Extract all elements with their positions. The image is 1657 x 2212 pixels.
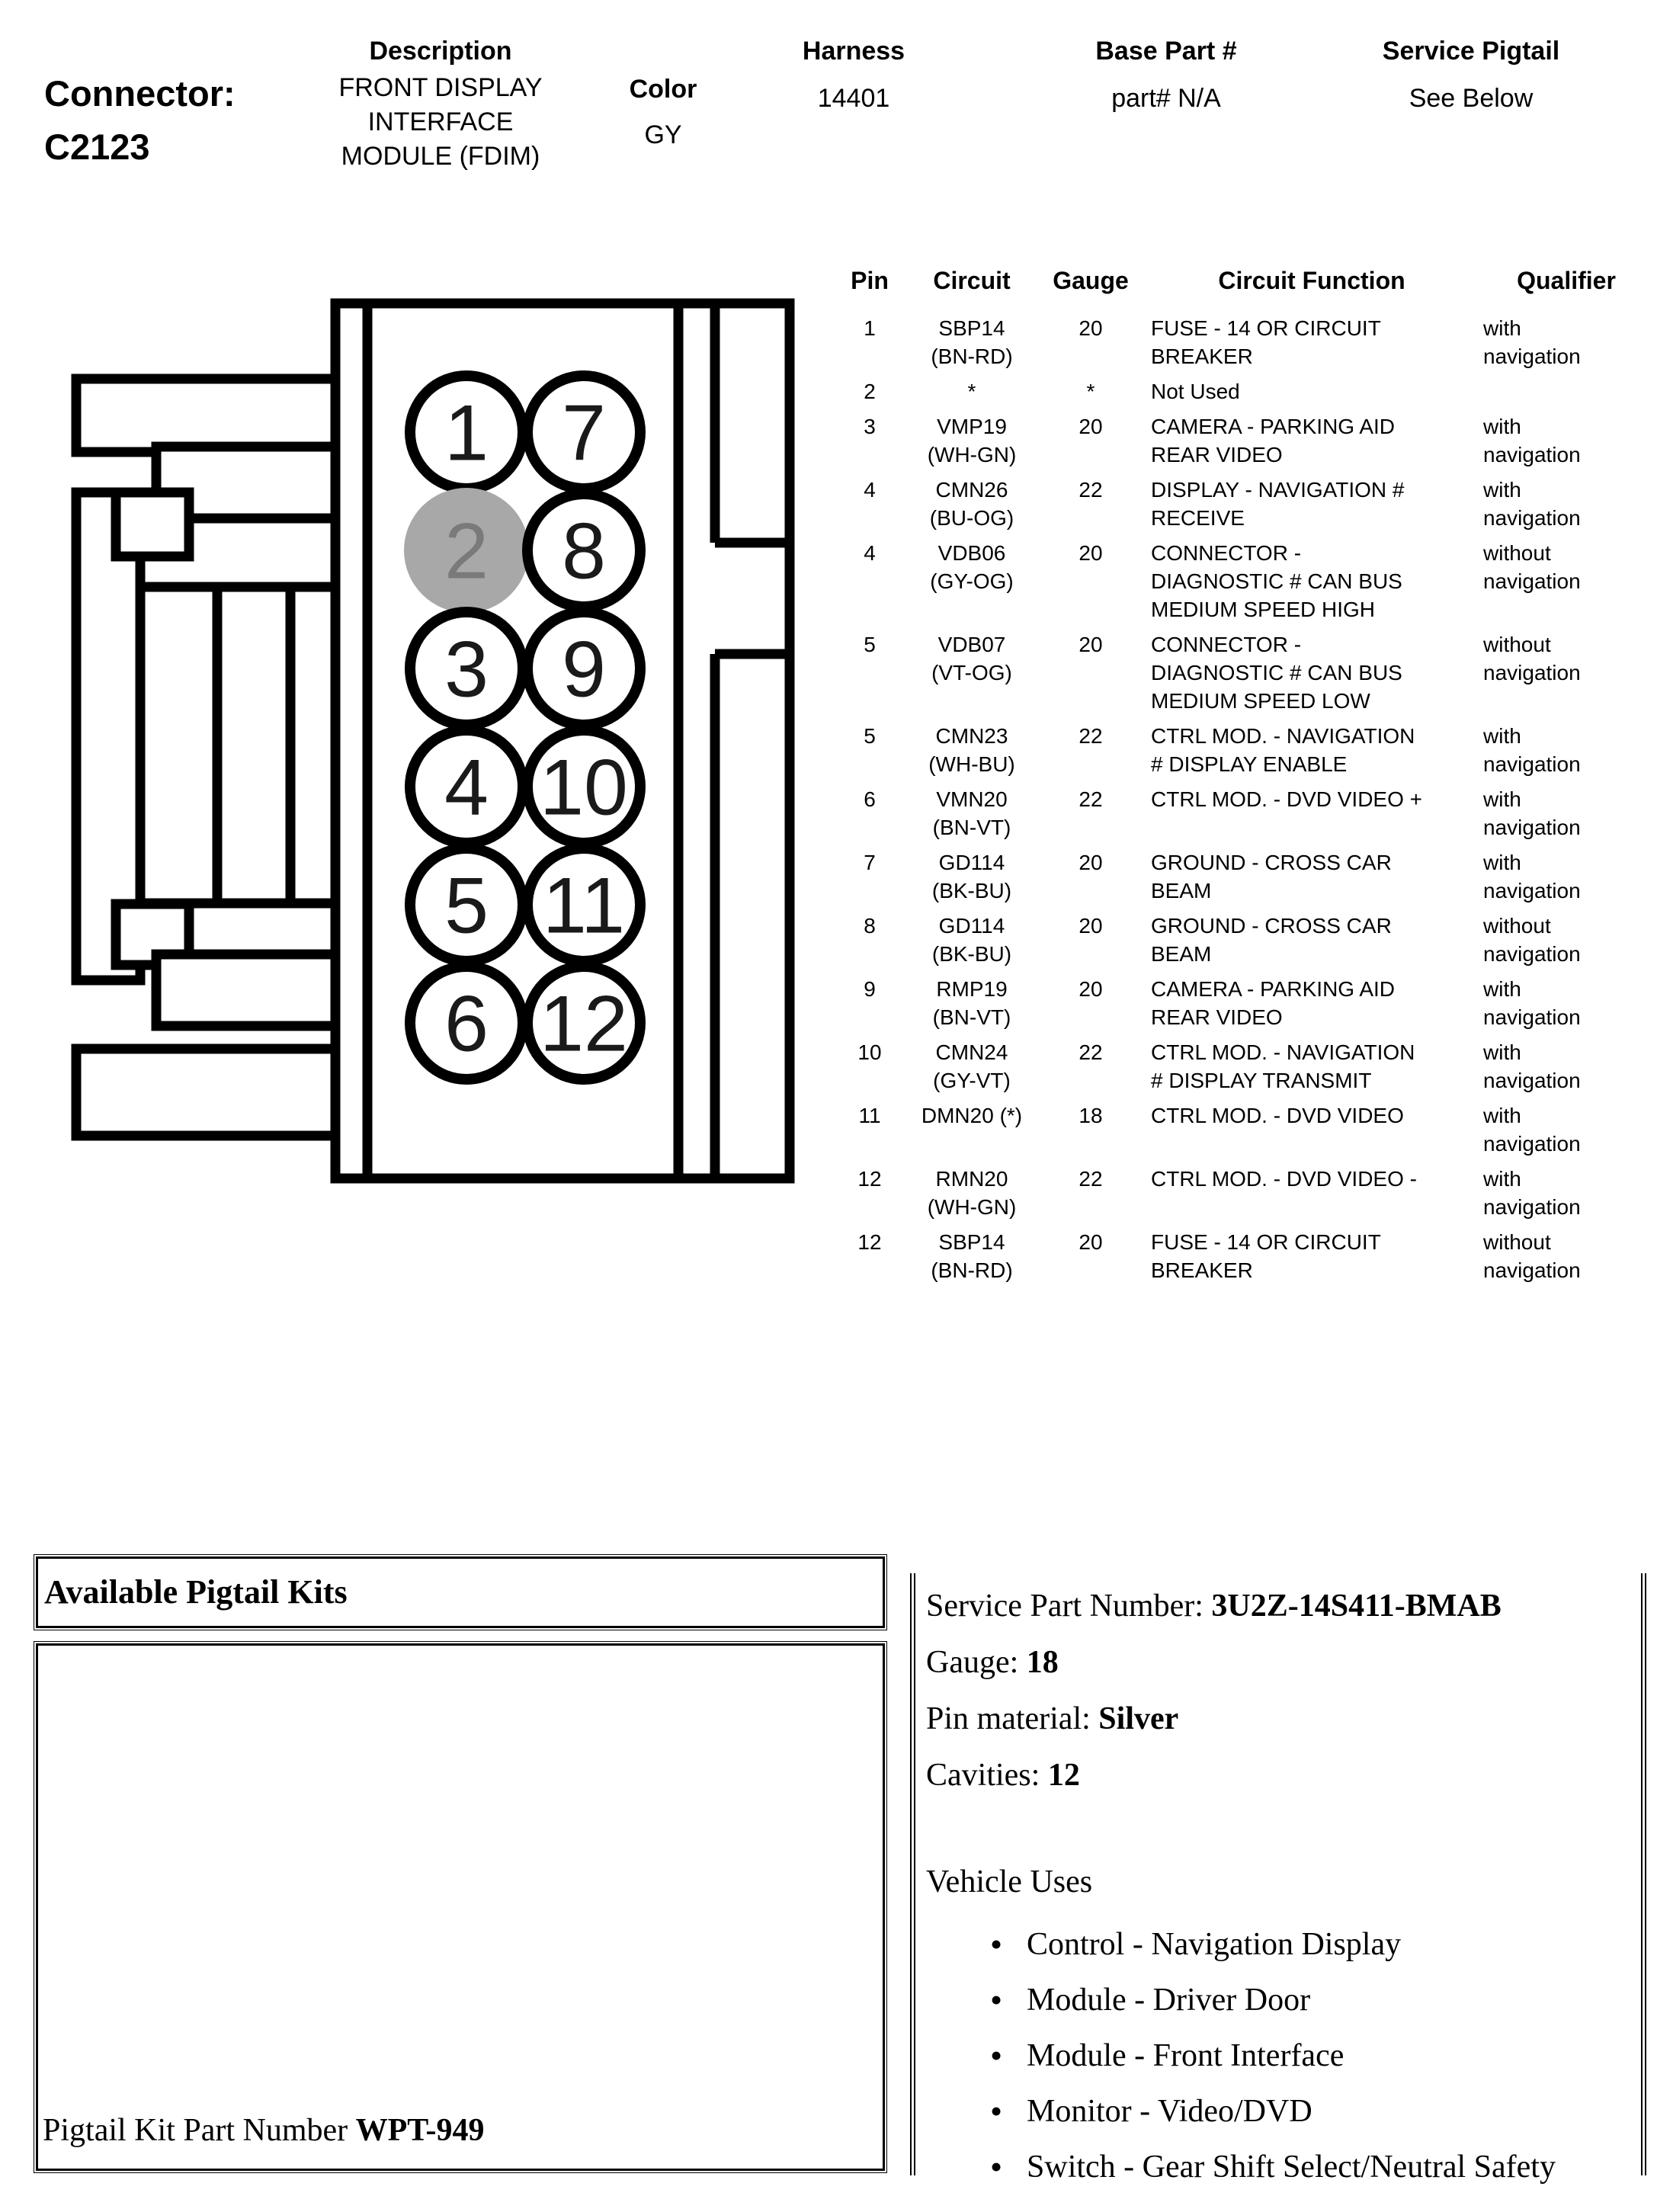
cell-qualifier-line: navigation xyxy=(1483,1258,1581,1282)
cell-qualifier-line: navigation xyxy=(1483,879,1581,902)
cell-qualifier xyxy=(1476,412,1657,469)
cell-qualifier xyxy=(1476,1228,1657,1284)
cell-pin xyxy=(829,476,910,532)
cell-circuit-line: (BK-BU) xyxy=(931,942,1012,966)
cell-gauge-line: 22 xyxy=(1078,1040,1103,1064)
cell-circuit-function-line: CONNECTOR - xyxy=(1151,541,1302,565)
pigtail-kit-part-label: Pigtail Kit Part Number xyxy=(43,2113,356,2148)
cell-circuit-line: (WH-GN) xyxy=(927,1195,1017,1219)
cell-circuit-function xyxy=(1148,476,1476,532)
cell-circuit-line: CMN26 xyxy=(935,478,1008,502)
available-pigtail-kits-title: Available Pigtail Kits xyxy=(44,1573,348,1611)
table-row xyxy=(829,912,1657,968)
cell-gauge-line: * xyxy=(1086,380,1095,403)
cell-pin xyxy=(829,975,910,1031)
cell-gauge xyxy=(1034,412,1148,469)
cell-circuit-function-line: Not Used xyxy=(1151,380,1240,403)
cell-gauge xyxy=(1034,630,1148,715)
cell-qualifier-line: navigation xyxy=(1483,816,1581,839)
cell-circuit-line: RMN20 xyxy=(935,1167,1008,1191)
cell-gauge-line: 20 xyxy=(1078,1230,1103,1254)
cell-qualifier-line: navigation xyxy=(1483,443,1581,466)
harness-label: Harness xyxy=(802,37,905,66)
cell-gauge-line: 18 xyxy=(1078,1104,1103,1127)
cell-qualifier-line: with xyxy=(1483,851,1521,874)
gauge-value: 18 xyxy=(1026,1645,1059,1680)
cell-circuit-function xyxy=(1148,412,1476,469)
cell-gauge xyxy=(1034,539,1148,624)
cell-gauge xyxy=(1034,476,1148,532)
vehicle-use-item: • Control - Navigation Display xyxy=(1027,1927,1641,1962)
cell-circuit-line: VMP19 xyxy=(937,415,1007,438)
cell-gauge-line: 20 xyxy=(1078,977,1103,1001)
cell-circuit-function-line: FUSE - 14 OR CIRCUIT xyxy=(1151,316,1381,340)
housing-tab-bottom2 xyxy=(156,954,340,1026)
cell-circuit-function xyxy=(1148,377,1476,406)
cell-circuit xyxy=(910,1165,1034,1221)
cell-gauge xyxy=(1034,912,1148,968)
cell-qualifier-line: navigation xyxy=(1483,506,1581,530)
cell-circuit xyxy=(910,1228,1034,1284)
cell-circuit-line: (BN-RD) xyxy=(931,1258,1013,1282)
cell-circuit-function-line: CAMERA - PARKING AID xyxy=(1151,977,1395,1001)
cell-qualifier xyxy=(1476,1165,1657,1221)
vehicle-use-item: • Switch - Gear Shift Select/Neutral Safety xyxy=(1027,2149,1641,2185)
cell-circuit-function-line: GROUND - CROSS CAR xyxy=(1151,851,1392,874)
cell-pin xyxy=(829,630,910,715)
description-line: INTERFACE xyxy=(367,107,514,136)
cell-qualifier-line: without xyxy=(1483,541,1551,565)
cell-circuit-line: (BU-OG) xyxy=(929,506,1014,530)
cell-circuit-function-line: CONNECTOR - xyxy=(1151,633,1302,656)
cell-qualifier xyxy=(1476,848,1657,905)
cell-circuit xyxy=(910,630,1034,715)
cell-circuit-function xyxy=(1148,722,1476,778)
cell-qualifier-line: navigation xyxy=(1483,345,1581,368)
cell-circuit-line: (VT-OG) xyxy=(931,661,1012,684)
cell-circuit-function-line: MEDIUM SPEED LOW xyxy=(1151,689,1370,713)
cell-circuit-function-line: RECEIVE xyxy=(1151,506,1245,530)
cell-gauge xyxy=(1034,785,1148,842)
cell-qualifier-line: with xyxy=(1483,787,1521,811)
cell-circuit-function-line: FUSE - 14 OR CIRCUIT xyxy=(1151,1230,1381,1254)
cell-circuit-line: (GY-VT) xyxy=(933,1069,1011,1092)
cell-gauge xyxy=(1034,975,1148,1031)
cell-qualifier xyxy=(1476,476,1657,532)
cell-circuit xyxy=(910,722,1034,778)
description-label: Description xyxy=(369,37,512,66)
description-line: FRONT DISPLAY xyxy=(338,73,543,102)
cell-circuit xyxy=(910,476,1034,532)
cell-circuit-function xyxy=(1148,1038,1476,1095)
vehicle-uses-list xyxy=(926,1927,1641,2185)
cell-gauge-line: 20 xyxy=(1078,415,1103,438)
housing-mid-box xyxy=(140,587,340,903)
harness-value: 14401 xyxy=(817,84,890,113)
cell-gauge-line: 20 xyxy=(1078,633,1103,656)
cell-pin xyxy=(829,412,910,469)
cell-pin xyxy=(829,912,910,968)
cell-pin-line: 12 xyxy=(857,1167,882,1191)
cell-qualifier xyxy=(1476,539,1657,624)
service-part-number-label: Service Part Number: xyxy=(926,1588,1212,1624)
cell-circuit xyxy=(910,848,1034,905)
cell-circuit xyxy=(910,975,1034,1031)
pigtail-kit-part-number xyxy=(43,2112,484,2149)
cavities-line xyxy=(926,1747,1641,1803)
service-pigtail-label: Service Pigtail xyxy=(1382,37,1560,66)
vehicle-use-item: • Monitor - Video/DVD xyxy=(1027,2094,1641,2129)
column-header-circuit: Circuit xyxy=(933,267,1011,294)
description-value xyxy=(303,71,578,174)
cell-gauge-line: 22 xyxy=(1078,724,1103,748)
table-row xyxy=(829,848,1657,905)
table-row xyxy=(829,1228,1657,1284)
table-row xyxy=(829,539,1657,624)
connector-diagram xyxy=(30,290,800,1197)
cell-circuit-function-line: REAR VIDEO xyxy=(1151,1005,1283,1029)
pin-number: 12 xyxy=(540,979,628,1069)
table-row xyxy=(829,1038,1657,1095)
cell-gauge-line: 20 xyxy=(1078,541,1103,565)
cell-gauge xyxy=(1034,1228,1148,1284)
cell-qualifier-line: navigation xyxy=(1483,1069,1581,1092)
cell-circuit-function-line: BEAM xyxy=(1151,879,1212,902)
table-row xyxy=(829,1101,1657,1158)
cell-gauge xyxy=(1034,1165,1148,1221)
connector-id: C2123 xyxy=(44,127,150,167)
cell-circuit-function-line: # DISPLAY ENABLE xyxy=(1151,752,1348,776)
cell-circuit-line: VDB07 xyxy=(937,633,1006,656)
cell-pin-line: 5 xyxy=(864,633,876,656)
cell-circuit-line: (BN-RD) xyxy=(931,345,1013,368)
pin-material-label: Pin material: xyxy=(926,1701,1099,1736)
cell-gauge-line: 22 xyxy=(1078,787,1103,811)
cell-gauge xyxy=(1034,377,1148,406)
cell-gauge-line: 22 xyxy=(1078,478,1103,502)
cell-pin-line: 10 xyxy=(857,1040,882,1064)
service-part-number-line xyxy=(926,1578,1641,1634)
column-header-pin: Pin xyxy=(851,267,889,294)
cell-circuit-line: SBP14 xyxy=(938,316,1005,340)
cell-circuit xyxy=(910,412,1034,469)
cavities-label: Cavities: xyxy=(926,1758,1048,1793)
cell-circuit-function-line: CTRL MOD. - NAVIGATION xyxy=(1151,1040,1415,1064)
cell-gauge-line: 20 xyxy=(1078,851,1103,874)
cell-pin-line: 4 xyxy=(864,541,876,565)
table-row xyxy=(829,975,1657,1031)
cell-qualifier-line: with xyxy=(1483,977,1521,1001)
column-header-gauge: Gauge xyxy=(1053,267,1129,294)
service-part-panel xyxy=(910,1573,1646,2185)
cell-circuit xyxy=(910,1038,1034,1095)
cell-gauge xyxy=(1034,314,1148,370)
cell-qualifier-line: without xyxy=(1483,1230,1551,1254)
cell-qualifier xyxy=(1476,314,1657,370)
gauge-label: Gauge: xyxy=(926,1645,1027,1680)
column-header-function: Circuit Function xyxy=(1218,267,1405,294)
description-line: MODULE (FDIM) xyxy=(341,142,540,171)
table-row xyxy=(829,377,1657,406)
cell-circuit-function-line: # DISPLAY TRANSMIT xyxy=(1151,1069,1372,1092)
housing-notch-top xyxy=(116,492,189,556)
cell-qualifier-line: with xyxy=(1483,316,1521,340)
cell-circuit-function xyxy=(1148,785,1476,842)
cell-circuit-line: * xyxy=(967,380,976,403)
table-row xyxy=(829,630,1657,715)
cell-circuit-function xyxy=(1148,975,1476,1031)
cavities-value: 12 xyxy=(1047,1758,1080,1793)
cell-pin-line: 5 xyxy=(864,724,876,748)
cell-qualifier-line: without xyxy=(1483,633,1551,656)
pin-number: 10 xyxy=(540,743,628,832)
cell-circuit-function xyxy=(1148,912,1476,968)
cell-qualifier-line: navigation xyxy=(1483,1132,1581,1156)
cell-circuit-line: (WH-GN) xyxy=(927,443,1017,466)
cell-qualifier xyxy=(1476,630,1657,715)
service-pigtail-value: See Below xyxy=(1409,84,1534,113)
cell-pin-line: 12 xyxy=(857,1230,882,1254)
cell-circuit-function-line: BREAKER xyxy=(1151,345,1253,368)
cell-qualifier xyxy=(1476,1101,1657,1158)
cell-pin-line: 8 xyxy=(864,914,876,938)
pin-table-header xyxy=(829,265,1657,296)
cell-circuit xyxy=(910,1101,1034,1158)
cell-circuit-function xyxy=(1148,630,1476,715)
connector-title xyxy=(44,67,236,174)
cell-qualifier-line: with xyxy=(1483,1167,1521,1191)
cell-pin-line: 6 xyxy=(864,787,876,811)
cell-circuit-function xyxy=(1148,1228,1476,1284)
base-part-value: part# N/A xyxy=(1111,84,1221,113)
cell-pin-line: 9 xyxy=(864,977,876,1001)
cell-circuit-line: GD114 xyxy=(938,914,1005,938)
cell-qualifier-line: with xyxy=(1483,1040,1521,1064)
cell-pin-line: 4 xyxy=(864,478,876,502)
cell-circuit-function xyxy=(1148,1165,1476,1221)
cell-circuit-line: (WH-BU) xyxy=(928,752,1015,776)
cell-circuit-function-line: BEAM xyxy=(1151,942,1212,966)
vehicle-use-item: • Module - Front Interface xyxy=(1027,2038,1641,2073)
base-part-label: Base Part # xyxy=(1095,37,1237,66)
cell-qualifier xyxy=(1476,1038,1657,1095)
pin-number: 5 xyxy=(444,861,489,951)
cell-gauge-line: 20 xyxy=(1078,914,1103,938)
cell-gauge xyxy=(1034,848,1148,905)
available-pigtail-kits-box xyxy=(36,1556,885,1628)
cell-circuit-line: CMN23 xyxy=(935,724,1008,748)
cell-circuit-line: GD114 xyxy=(938,851,1005,874)
housing-tab-bottom xyxy=(76,1049,340,1136)
housing-tab-top xyxy=(76,379,340,452)
cell-pin-line: 1 xyxy=(864,316,876,340)
cell-circuit-function-line: BREAKER xyxy=(1151,1258,1253,1282)
pin-number: 7 xyxy=(562,389,606,478)
cell-circuit-function xyxy=(1148,314,1476,370)
cell-pin xyxy=(829,377,910,406)
pin-table-rows xyxy=(829,314,1657,1284)
table-row xyxy=(829,722,1657,778)
pin-number: 11 xyxy=(543,861,625,951)
gauge-line xyxy=(926,1634,1641,1691)
color-label: Color xyxy=(629,75,697,104)
pin-number: 1 xyxy=(444,389,489,478)
cell-circuit-line: VMN20 xyxy=(936,787,1008,811)
cell-circuit-line: DMN20 (*) xyxy=(921,1104,1023,1127)
pin-number: 3 xyxy=(444,625,489,714)
cell-pin xyxy=(829,1038,910,1095)
cell-gauge-line: 22 xyxy=(1078,1167,1103,1191)
cell-qualifier-line: navigation xyxy=(1483,569,1581,593)
cell-pin xyxy=(829,722,910,778)
cell-qualifier xyxy=(1476,975,1657,1031)
cell-pin xyxy=(829,1101,910,1158)
cell-qualifier-line: with xyxy=(1483,1104,1521,1127)
cell-pin xyxy=(829,314,910,370)
cell-pin xyxy=(829,785,910,842)
cell-pin-line: 3 xyxy=(864,415,876,438)
cell-qualifier-line: navigation xyxy=(1483,1195,1581,1219)
cell-qualifier-line: navigation xyxy=(1483,942,1581,966)
cell-circuit-line: (BK-BU) xyxy=(931,879,1012,902)
cell-qualifier-line: without xyxy=(1483,914,1551,938)
cell-circuit-function xyxy=(1148,539,1476,624)
cell-circuit xyxy=(910,785,1034,842)
cell-circuit-function xyxy=(1148,848,1476,905)
cell-circuit-line: CMN24 xyxy=(935,1040,1008,1064)
cell-circuit-line: (BN-VT) xyxy=(932,1005,1011,1029)
cell-circuit-function-line: CTRL MOD. - DVD VIDEO + xyxy=(1151,787,1423,811)
cell-pin-line: 11 xyxy=(858,1104,881,1127)
pin-number-highlighted: 2 xyxy=(444,507,489,596)
cell-qualifier xyxy=(1476,722,1657,778)
pin-number: 9 xyxy=(562,625,606,714)
cell-circuit-line: VDB06 xyxy=(937,541,1006,565)
pigtail-kits-body-box xyxy=(36,1643,885,2171)
vehicle-use-item: • Module - Driver Door xyxy=(1027,1983,1641,2018)
pin-number: 6 xyxy=(444,979,489,1069)
cell-circuit-function-line: CTRL MOD. - DVD VIDEO xyxy=(1151,1104,1404,1127)
cell-circuit-function-line: REAR VIDEO xyxy=(1151,443,1283,466)
cell-qualifier-line: navigation xyxy=(1483,1005,1581,1029)
table-row xyxy=(829,314,1657,370)
cell-gauge-line: 20 xyxy=(1078,316,1103,340)
cell-circuit-function-line: MEDIUM SPEED HIGH xyxy=(1151,598,1376,621)
pigtail-kit-part-value: WPT-949 xyxy=(355,2113,485,2148)
cell-circuit xyxy=(910,314,1034,370)
cell-circuit-function-line: DIAGNOSTIC # CAN BUS xyxy=(1151,661,1402,684)
cell-pin xyxy=(829,539,910,624)
cell-circuit xyxy=(910,912,1034,968)
pin-number: 4 xyxy=(444,743,489,832)
cell-circuit-function xyxy=(1148,1101,1476,1158)
pin-number: 8 xyxy=(562,507,606,596)
cell-qualifier xyxy=(1476,785,1657,842)
cell-pin xyxy=(829,1165,910,1221)
pin-material-value: Silver xyxy=(1098,1701,1179,1736)
table-row xyxy=(829,1165,1657,1221)
cell-qualifier xyxy=(1476,912,1657,968)
cell-gauge xyxy=(1034,1038,1148,1095)
cell-qualifier-line: navigation xyxy=(1483,752,1581,776)
cell-qualifier-line: with xyxy=(1483,724,1521,748)
cell-circuit-function-line: DIAGNOSTIC # CAN BUS xyxy=(1151,569,1402,593)
cell-pin xyxy=(829,848,910,905)
service-part-number-value: 3U2Z-14S411-BMAB xyxy=(1211,1588,1502,1624)
cell-qualifier-line: navigation xyxy=(1483,661,1581,684)
cell-pin-line: 7 xyxy=(864,851,876,874)
cell-circuit-line: SBP14 xyxy=(938,1230,1005,1254)
cell-qualifier xyxy=(1476,377,1657,406)
cell-circuit-line: RMP19 xyxy=(936,977,1008,1001)
cell-circuit xyxy=(910,539,1034,624)
cell-qualifier-line: with xyxy=(1483,415,1521,438)
cell-circuit-function-line: CAMERA - PARKING AID xyxy=(1151,415,1395,438)
color-value: GY xyxy=(644,120,682,149)
cell-circuit-line: (BN-VT) xyxy=(932,816,1011,839)
connector-label: Connector: xyxy=(44,73,236,114)
cell-circuit-function-line: CTRL MOD. - NAVIGATION xyxy=(1151,724,1415,748)
cell-pin-line: 2 xyxy=(864,380,876,403)
table-row xyxy=(829,412,1657,469)
cell-qualifier-line: with xyxy=(1483,478,1521,502)
table-row xyxy=(829,785,1657,842)
cell-gauge xyxy=(1034,1101,1148,1158)
vehicle-uses-title: Vehicle Uses xyxy=(926,1864,1093,1899)
cell-gauge xyxy=(1034,722,1148,778)
cell-circuit-function-line: CTRL MOD. - DVD VIDEO - xyxy=(1151,1167,1417,1191)
table-row xyxy=(829,476,1657,532)
cell-circuit-line: (GY-OG) xyxy=(930,569,1014,593)
pin-table xyxy=(829,265,1657,1291)
cell-circuit-function-line: GROUND - CROSS CAR xyxy=(1151,914,1392,938)
cell-circuit-function-line: DISPLAY - NAVIGATION # xyxy=(1151,478,1405,502)
cell-pin xyxy=(829,1228,910,1284)
column-header-qualifier: Qualifier xyxy=(1517,267,1616,294)
pin-material-line xyxy=(926,1691,1641,1747)
cell-circuit xyxy=(910,377,1034,406)
